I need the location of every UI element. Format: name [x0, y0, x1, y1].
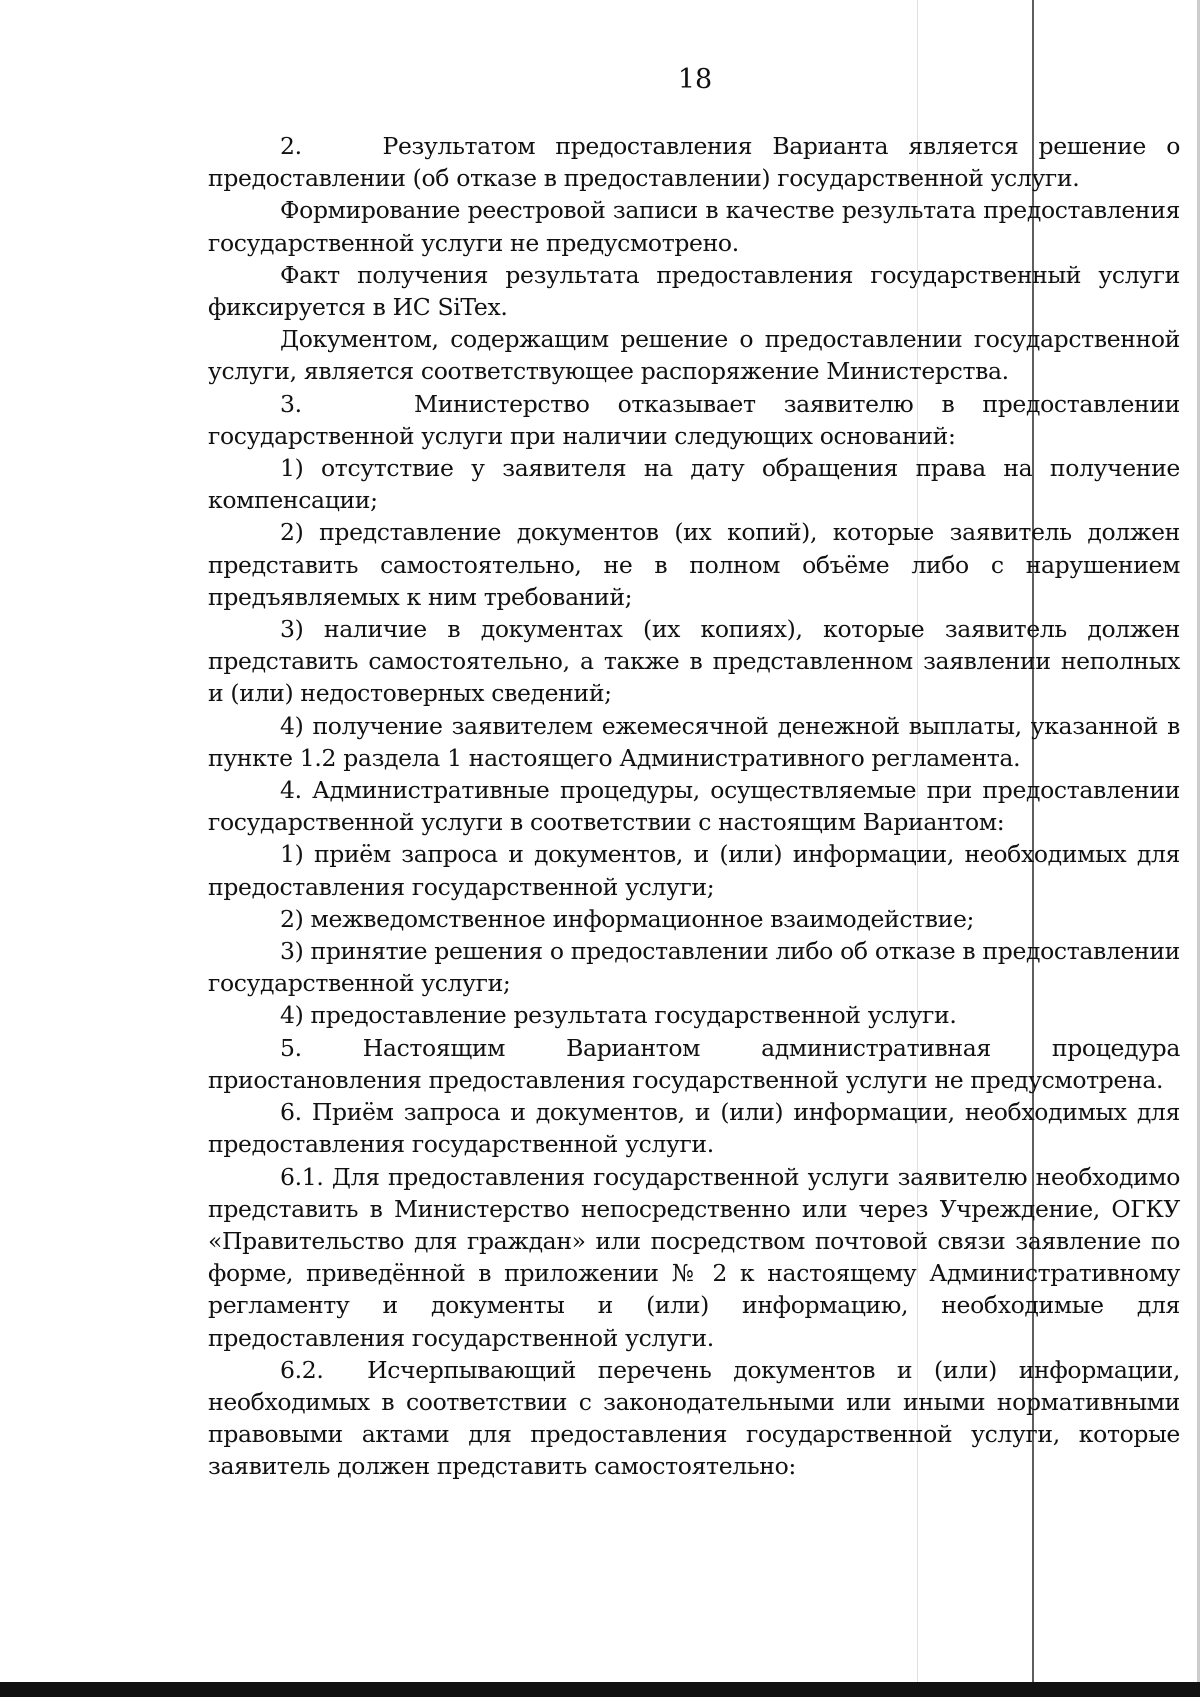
paragraph-5-suspension: 5. Настоящим Вариантом административная процедура приостановления предоставления государственной услуги не предусмотрена.	[208, 1033, 1180, 1094]
list-item-procedure-4: 4) предоставление результата государственной услуги.	[280, 1001, 957, 1030]
list-item-refusal-1: 1) отсутствие у заявителя на дату обращения права на получение компенсации;	[208, 454, 1180, 515]
paragraph-6-2: 6.2. Исчерпывающий перечень документов и (или) информации, необходимых в соответствии с законодательными или иными нормативными правовыми актами для предоставления государственной услуги, которые заявитель должен представить самостоятельно:	[208, 1355, 1180, 1481]
page-number: 18	[677, 64, 713, 95]
paragraph-decision-document: Документом, содержащим решение о предоставлении государственной услуги, является соответствующее распоряжение Министерства.	[208, 325, 1180, 386]
document-body	[208, 130, 1180, 1483]
list-item-procedure-2: 2) межведомственное информационное взаимодействие;	[280, 904, 975, 933]
paragraph-3-refusal: 3. Министерство отказывает заявителю в предоставлении государственной услуги при наличии следующих оснований:	[208, 389, 1180, 450]
paragraph-4-procedures: 4. Административные процедуры, осуществляемые при предоставлении государственной услуги в соответствии с настоящим Вариантом:	[208, 776, 1180, 837]
list-item-procedure-1: 1) приём запроса и документов, и (или) информации, необходимых для предоставления государственной услуги;	[208, 840, 1180, 901]
list-item-refusal-3: 3) наличие в документах (их копиях), которые заявитель должен представить самостоятельно, а также в представленном заявлении неполных и (или) недостоверных сведений;	[208, 615, 1180, 708]
paragraph-6-1: 6.1. Для предоставления государственной услуги заявителю необходимо представить в Министерство непосредственно или через Учреждение, ОГКУ «Правительство для граждан» или посредством почтовой связи заявление по форме, приведённой в приложении № 2 к настоящему Административному регламенту и документы и (или) информацию, необходимые для предоставления государственной услуги.	[208, 1162, 1180, 1352]
list-item-refusal-4: 4) получение заявителем ежемесячной денежной выплаты, указанной в пункте 1.2 раздела 1 настоящего Административного регламента.	[208, 711, 1180, 772]
list-item-refusal-2: 2) представление документов (их копий), которые заявитель должен представить самостоятельно, не в полном объёме либо с нарушением предъявляемых к ним требований;	[208, 518, 1180, 611]
paragraph-6-intake: 6. Приём запроса и документов, и (или) информации, необходимых для предоставления государственной услуги.	[208, 1098, 1180, 1159]
paragraph-result-fact: Факт получения результата предоставления государственный услуги фиксируется в ИС SiTex.	[208, 260, 1180, 322]
list-item-procedure-3: 3) принятие решения о предоставлении либо об отказе в предоставлении государственной услуги;	[208, 937, 1180, 998]
scan-bottom-border	[0, 1682, 1200, 1697]
paragraph-registry-record: Формирование реестровой записи в качестве результата предоставления государственной услуги не предусмотрено.	[208, 196, 1180, 257]
paragraph-2-result: 2. Результатом предоставления Варианта является решение о предоставлении (об отказе в предоставлении) государственной услуги.	[208, 132, 1180, 193]
